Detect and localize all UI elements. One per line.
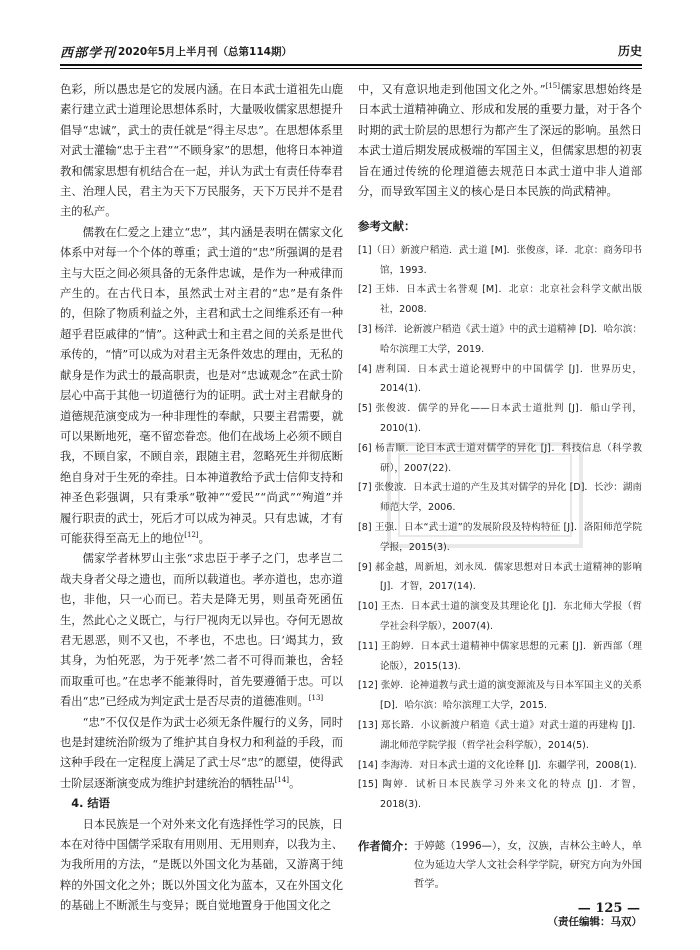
page-number: — 125 — <box>577 901 640 916</box>
header-rule-thin <box>60 68 642 69</box>
reference-item: [10] 王杰．日本武士道的演变及其理论化 [J]．东北师大学报（哲学社会科学版），2007(4). <box>358 601 642 632</box>
references-list <box>358 241 642 815</box>
reference-item: [9] 郝金越，周新旭，刘永凤．儒家思想对日本武士道精神的影响 [J]．才智，2017(14). <box>358 561 642 593</box>
reference-item: [3] 杨洋．论新渡户稻造《武士道》中的武士道精神 [D]．哈尔滨：哈尔滨理工大学，2019. <box>358 324 642 355</box>
header-rule <box>60 64 642 66</box>
paragraph-text: “忠”不仅仅是作为武士必须无条件履行的义务，同时也是封建统治阶级为了维护其自身权力和利益的手段，而这种手段在一定程度上满足了武士尽“忠”的愿望，使得武士阶层逐渐演变成为维护封建统治的牺牲品 <box>60 715 343 790</box>
reference-item: [1]（日）新渡户稻造．武士道 [M]．张俊彦，译．北京：商务印书馆，1993. <box>358 244 642 276</box>
reference-item: [2] 王炜．日本武士名誉观 [M]．北京：北京社会科学文献出版社，2008. <box>358 284 642 316</box>
paragraph-text: 中，又有意识地走到他国文化之外。” <box>358 83 546 96</box>
paragraph-text: 儒家思想始终是日本武士道精神确立、形成和发展的重要力量，对于各个时期的武士阶层的思想行为都产生了深远的影响。虽然日本武士道后期发展成极端的军国主义，但儒家思想的初衷旨在通过传统的伦理道德去规范日本武士道中非人道部分，而导致军国主义的核心是日本民族的尚武精神。 <box>358 83 642 199</box>
citation-sup: [14] <box>274 776 290 785</box>
reference-item: [4] 唐利国．日本武士道论视野中的中国儒学 [J]．世界历史，2014(1). <box>358 363 642 395</box>
paragraph-text: 儒家学者林罗山主张“求忠臣于孝子之门，忠孝岂二哉夫身者父母之遗也，而所以载道也。孝亦道也，忠亦道也，非他，只一心而已。若夫是降无男，则虽奇死函伍生，然此心之义既亡，与行尸视肉无以异也。夺何无恩故君无恩恶，则不又也，不孝也，不忠也。曰‘竭其力，致其身，为怕死恶，为于死孝’然二者不可得而兼也，舍轻而取重可也。”在忠孝不能兼得时，首先要遵循于忠。可以看出“忠”已经成为判定武士是否尽责的道德准则。 <box>60 552 343 709</box>
journal-issue: 2020年5月上半月刊（总第114期） <box>118 46 292 58</box>
reference-item: [13] 郑长路．小议新渡户稻造《武士道》对武士道的再建构 [J]．湖北师范学院学报（哲学社会科学版），2014(5). <box>358 719 642 751</box>
body-paragraph: 儒教在仁爱之上建立“忠”，其内涵是表明在儒家文化体系中对每一个个体的尊重；武士道的“忠”所强调的是君主与大臣之间必须具备的无条件忠诚，是作为一种戒律而产生的。在古代日本，虽然武士对主君的“忠”是有条件的，但除了物质利益之外，主君和武士之间维系还有一种超乎君臣戚律的“情”。这种武士和主君之间的关系是世代承传的，“情”可以成为对君主无条件效忠的理由，无私的献身是作为武士的最高职责，也是对“忠诚观念”在武士阶层心中高于其他一切道德行为的证明。武士对主君献身的道德规范演变成为一种非理性的奉献，只要主君需要，就可以果断地死，毫不留恋眷恋。他们在战场上必须不顾自我，不顾自家，不顾自亲，跟随主君，忽略死生并彻底断绝自身对于生死的牵挂。日本神道教给予武士信仰支持和神圣色彩强调，只有秉承“敬神”“爱民”“尚武”“殉道”并履行职责的武士，死后才可以成为神灵。只有忠诚，才有可能获得至高无上的地位[12]。 <box>60 225 343 545</box>
paragraph-text: 儒教在仁爱之上建立“忠”，其内涵是表明在儒家文化体系中对每一个个体的尊重；武士道的“忠”所强调的是君主与大臣之间必须具备的无条件忠诚，是作为一种戒律而产生的。在古代日本，虽然武士对主君的“忠”是有条件的，但除了物质利益之外，主君和武士之间维系还有一种超乎君臣戚律的“情”。这种武士和主君之间的关系是世代承传的，“情”可以成为对君主无条件效忠的理由，无私的献身是作为武士的最高职责，也是对“忠诚观念”在武士阶层心中高于其他一切道德行为的证明。武士对主君献身的道德规范演变成为一种非理性的奉献，只要主君需要，就可以果断地死，毫不留恋眷恋。他们在战场上必须不顾自我，不顾自家，不顾自亲，跟随主君，忽略死生并彻底断绝自身对于生死的牵挂。日本神道教给予武士信仰支持和神圣色彩强调，只有秉承“敬神”“爱民”“尚武”“殉道”并履行职责的武士，死后才可以成为神灵。只有忠诚，才有可能获得至高无上的地位 <box>60 225 343 545</box>
reference-item: [6] 杨吉顺．论日本武士道对儒学的异化 [J]．科技信息（科学教研），2007(22). <box>358 442 642 474</box>
reference-item: [7] 张俊波．日本武士道的产生及其对儒学的异化 [D]．长沙：湖南师范大学，2006. <box>358 482 642 514</box>
author-bio <box>358 837 642 894</box>
section-tag: 历史 <box>617 44 642 58</box>
citation-sup: [13] <box>308 694 324 703</box>
body-paragraph <box>358 80 642 202</box>
journal-logo: 西部学刊 <box>60 46 117 61</box>
citation-sup: [15] <box>545 82 560 91</box>
right-column <box>358 80 642 932</box>
paragraph-end: 。 <box>289 776 301 790</box>
citation-sup: [12] <box>184 531 199 540</box>
section-heading: 4. 结语 <box>71 797 110 811</box>
conclusion-paragraph: 日本民族是一个对外来文化有选择性学习的民族，日本在对待中国儒学采取有用则用、无用则弃，以我为主、为我所用的方法，“是既以外国文化为基础，又游离于纯粹的外国文化之外；既以外国文化为蓝本，又在外国文化的基础上不断派生与变异；既自觉地置身于他国文化之 <box>60 817 343 913</box>
body-paragraph: 色彩，所以愚忠是它的发展内涵。在日本武士道祖先山鹿素行建立武士道理论思想体系时，大量吸收儒家思想提升倡导“忠诚”，武士的责任就是“得主尽忠”。在思想体系里对武士灌输“忠于主君”“不顾身家”的思想，他将日本神道教和儒家思想有机结合在一起，并认为武士有责任侍奉君主、治理人民，君主为天下万民服务，天下万民并不是君主的私产。 <box>60 83 343 219</box>
responsible-editor: （责任编辑：马双） <box>547 915 642 928</box>
reference-item: [14] 李海涛．对日本武士道的文化诠释 [J]．东疆学刊，2008(1). <box>358 759 637 771</box>
bio-text: 于婷懿（1996—），女，汉族，吉林公主岭人，单位为延边大学人文社会科学学院，研究方向为外国哲学。 <box>414 839 642 890</box>
reference-item: [11] 王韵婷．日本武士道精神中儒家思想的元素 [J]．新西部（理论版），2015(13). <box>358 640 642 672</box>
reference-item: [12] 张婷．论神道教与武士道的演变源流及与日本军国主义的关系 [D]．哈尔滨：哈尔滨理工大学，2015. <box>358 680 642 712</box>
body-paragraph <box>60 549 343 712</box>
page-header <box>60 42 642 62</box>
left-column <box>60 80 343 917</box>
reference-item: [8] 王强．日本“武士道”的发展阶段及特构特征 [J]．洛阳师范学院学报，2015(3). <box>358 522 642 553</box>
body-paragraph <box>60 713 343 795</box>
reference-item: [15] 陶婷．试析日本民族学习外来文化的特点 [J]．才智，2018(3). <box>358 779 642 811</box>
reference-item: [5] 张俊波．儒学的异化——日本武士道批判 [J]．船山学刊，2010(1). <box>358 403 642 435</box>
bio-label: 作者简介： <box>358 839 415 853</box>
references-title: 参考文献： <box>358 219 416 234</box>
